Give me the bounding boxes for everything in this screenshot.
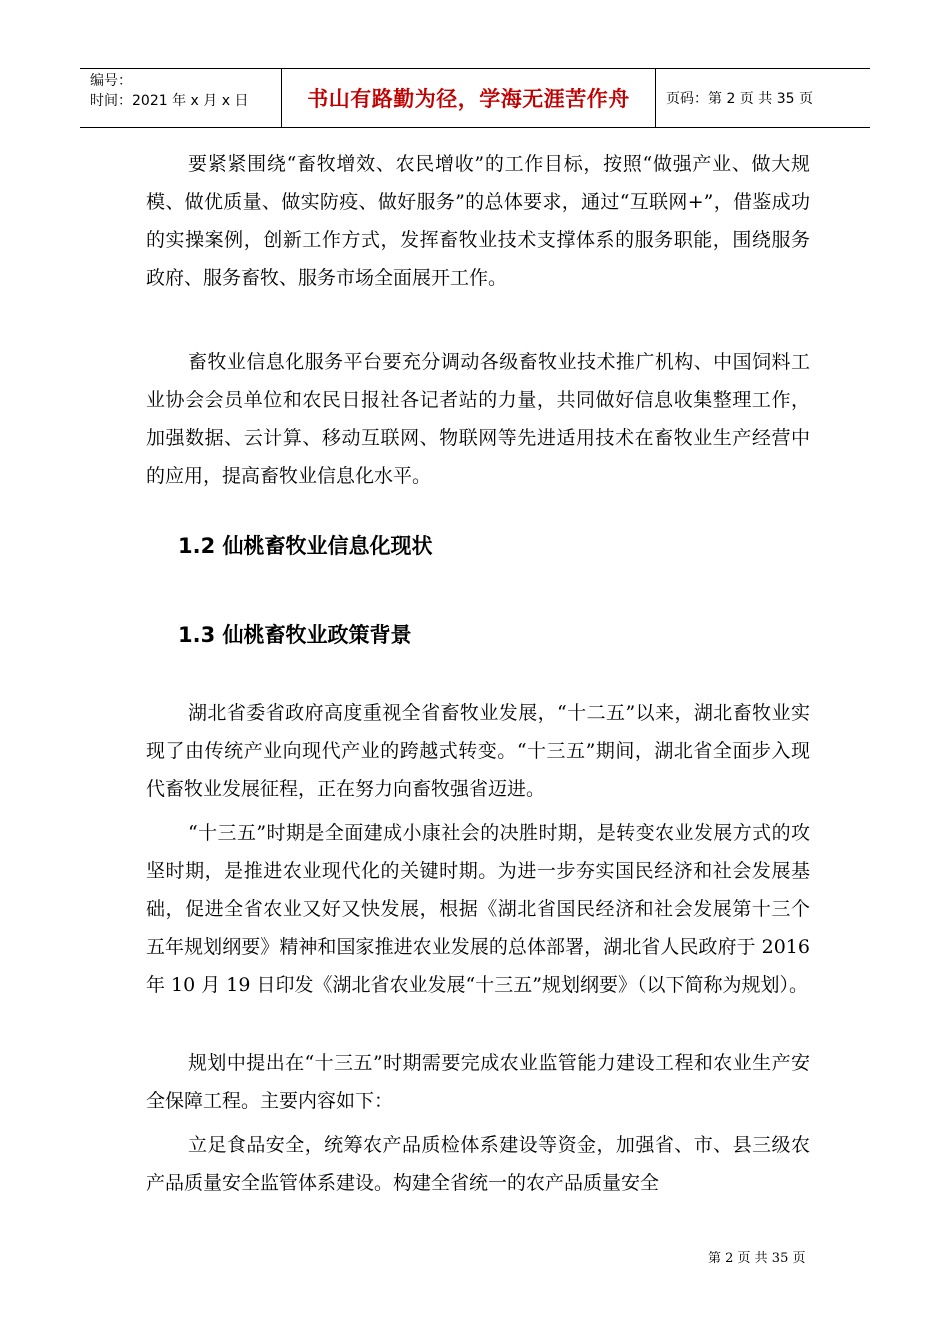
document-number-label: 编号： (90, 73, 132, 89)
section-heading-1-3: 1.3 仙桃畜牧业政策背景 (178, 623, 412, 647)
body-paragraph-6: 立足食品安全，统筹农产品质检体系建设等资金，加强省、市、县三级农产品质量安全监管体系建设。构建全省统一的农产品质量安全 (146, 1134, 810, 1194)
body-paragraph-5: 规划中提出在“十三五”时期需要完成农业监管能力建设工程和农业生产安全保障工程。主要内容如下： (146, 1052, 810, 1112)
document-header (80, 68, 870, 128)
body-paragraph-4: “十三五”时期是全面建成小康社会的决胜时期，是转变农业发展方式的攻坚时期，是推进农业现代化的关键时期。为进一步夯实国民经济和社会发展基础，促进全省农业又好又快发展，根据《湖北省国民经济和社会发展第十三个五年规划纲要》精神和国家推进农业发展的总体部署，湖北省人民政府于 2016 年 10 月 19 日印发《湖北省农业发展“十三五”规划纲要》（以下简称为规划）。 (146, 822, 810, 996)
header-meta-cell (80, 69, 282, 127)
body-paragraph-3: 湖北省委省政府高度重视全省畜牧业发展，“十二五”以来，湖北畜牧业实现了由传统产业向现代产业的跨越式转变。“十三五”期间，湖北省全面步入现代畜牧业发展征程，正在努力向畜牧强省迈进。 (146, 702, 810, 800)
document-date-label: 时间：2021 年 x 月 x 日 (90, 93, 249, 109)
section-heading-1-2: 1.2 仙桃畜牧业信息化现状 (178, 534, 433, 558)
header-page-info: 页码：第 2 页 共 35 页 (666, 91, 813, 107)
page-footer: 第 2 页 共 35 页 (708, 1251, 806, 1266)
header-motto: 书山有路勤为径，学海无涯苦作舟 (282, 69, 656, 127)
body-paragraph-1: 要紧紧围绕“畜牧增效、农民增收”的工作目标，按照“做强产业、做大规模、做优质量、做实防疫、做好服务”的总体要求，通过“互联网+”，借鉴成功的实操案例，创新工作方式，发挥畜牧业技术支撑体系的服务职能，围绕服务政府、服务畜牧、服务市场全面展开工作。 (146, 153, 810, 289)
body-paragraph-2: 畜牧业信息化服务平台要充分调动各级畜牧业技术推广机构、中国饲料工业协会会员单位和农民日报社各记者站的力量，共同做好信息收集整理工作，加强数据、云计算、移动互联网、物联网等先进适用技术在畜牧业生产经营中的应用，提高畜牧业信息化水平。 (146, 351, 810, 487)
